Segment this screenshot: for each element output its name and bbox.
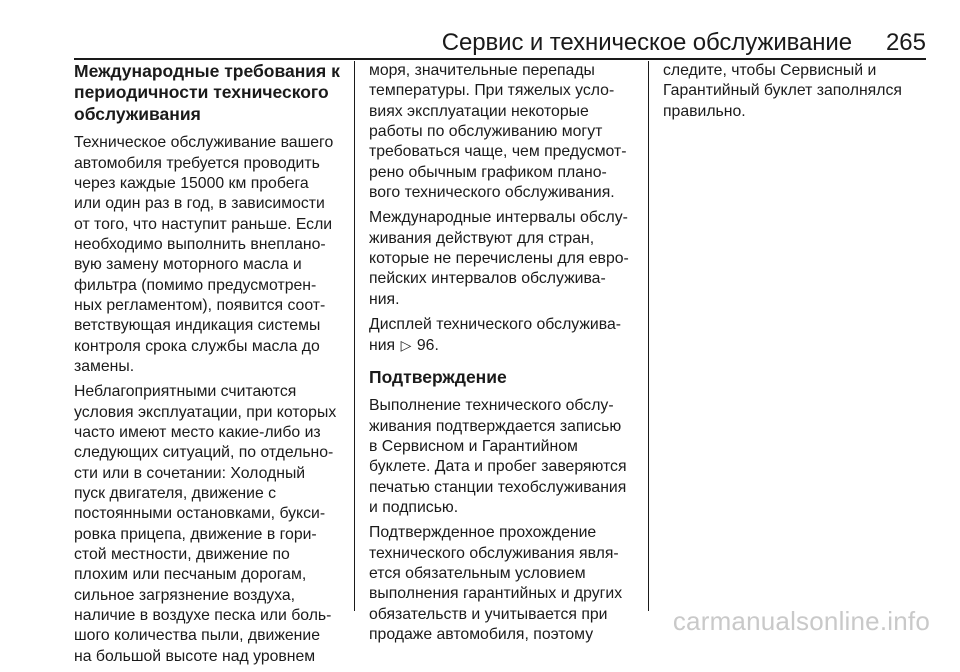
- page-number: 265: [885, 29, 926, 56]
- heading-international-requirements: Международные требования к периодичности технического обслуживания: [74, 61, 340, 124]
- paragraph-confirmation-record: Выполнение технического обслу- живания подтверждается записью в Сервисном и Гарантийном буклете. Дата и пробег заверяются печатью станции техобслуживания и подписью.: [369, 397, 627, 516]
- column-divider-1: [354, 61, 355, 611]
- header-divider: [74, 58, 926, 60]
- page-header: [74, 30, 926, 56]
- service-display-text: Дисплей технического обслужива- ния: [369, 316, 622, 355]
- paragraph-service-display-ref: [369, 315, 637, 357]
- paragraph-international-intervals: Международные интервалы обслу- живания действуют для стран, которые не перечислены для евро- пейских интервалов обслужива- ния.: [369, 209, 629, 308]
- section-title: Сервис и техническое обслуживание: [441, 29, 852, 56]
- paragraph-conditions-continued: моря, значительные перепады температуры. При тяжелых усло- виях эксплуатации некоторые работы по обслуживанию могут требоваться чаще, чем предусмот- рено обычным графиком плано- вого технического обслуживания.: [369, 62, 627, 202]
- column-3: [663, 61, 925, 127]
- column-2: [369, 61, 637, 650]
- paragraph-booklet-filled: следите, чтобы Сервисный и Гарантийный буклет заполнялся правильно.: [663, 62, 902, 120]
- cross-reference-icon: ▷: [400, 337, 412, 354]
- column-1: [74, 61, 344, 672]
- paragraph-service-interval: Техническое обслуживание вашего автомобиля требуется проводить через каждые 15000 км пробега или один раз в год, в зависимости от того, что наступит раньше. Если необходимо выполнить внеплано- вую замену моторного масла и фильтра (помимо предусмотрен- ных регламентом), появится соот- ветствующая индикация системы контроля срока службы масла до замены.: [74, 134, 334, 375]
- heading-confirmation: Подтверждение: [369, 366, 507, 387]
- paragraph-adverse-conditions: Неблагоприятными считаются условия эксплуатации, при которых часто имеют место какие-либо из следующих ситуаций, по отдельно- сти или в сочетании: Холодный пуск двигателя, движение с постоянными остановками, букси- ровка прицепа, движение в гори- стой местности, движение по плохим или песчаным дорогам, сильное загрязнение воздуха, наличие в воздухе песка или боль- шого количества пыли, движение на большой высоте над уровнем: [74, 383, 337, 665]
- column-divider-2: [648, 61, 649, 611]
- watermark: carmanualsonline.info: [672, 606, 930, 636]
- paragraph-confirmation-obligation: Подтвержденное прохождение технического обслуживания явля- ется обязательным условием выполнения гарантийных и других обязательств и учитывается при продаже автомобиля, поэтому: [369, 524, 623, 643]
- page-reference-link[interactable]: 96.: [416, 337, 439, 355]
